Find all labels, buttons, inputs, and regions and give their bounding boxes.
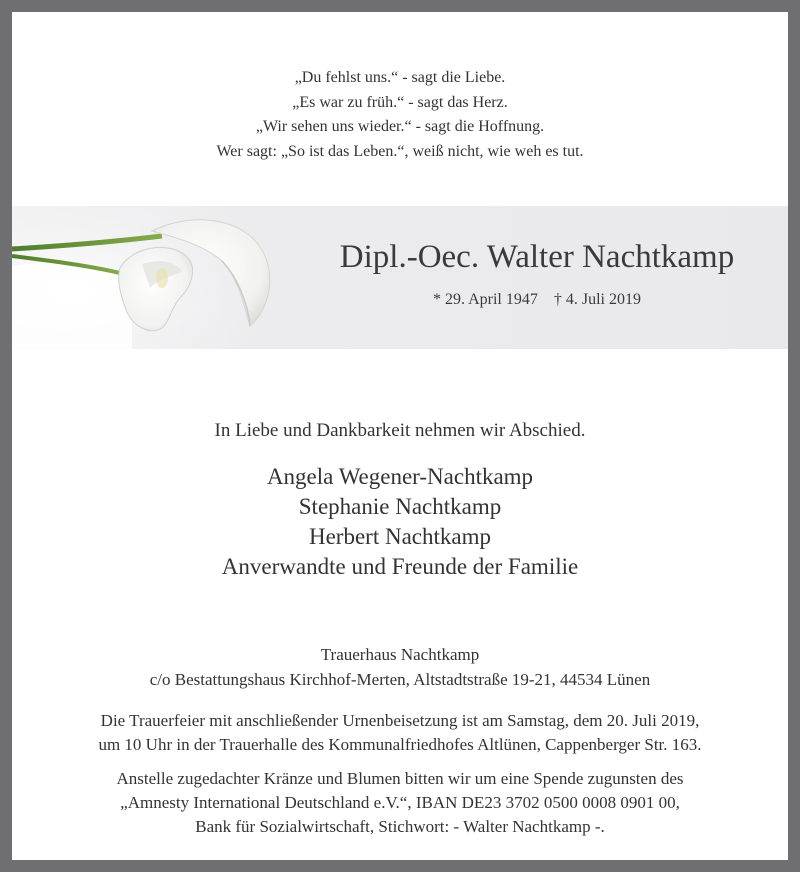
mourner-name: Angela Wegener-Nachtkamp — [266, 464, 534, 489]
calla-lily-image — [12, 206, 302, 349]
poem — [12, 66, 788, 164]
birth-date: * 29. April 1947 — [432, 291, 538, 308]
name-banner — [12, 206, 788, 349]
poem-line: „Du fehlst uns.“ - sagt die Liebe. — [294, 69, 506, 86]
ceremony-info — [12, 709, 788, 757]
deceased-name: Dipl.-Oec. Walter Nachtkamp — [339, 239, 735, 275]
mourner-name: Herbert Nachtkamp — [308, 524, 491, 549]
poem-line: „Es war zu früh.“ - sagt das Herz. — [292, 93, 508, 111]
ceremony-line: Die Trauerfeier mit anschließender Urnenbeisetzung ist am Samstag, dem 20. Juli 2019, — [100, 711, 700, 730]
mourning-address — [12, 642, 788, 692]
poem-line: „Wir sehen uns wieder.“ - sagt die Hoffnung. — [255, 118, 545, 135]
ceremony-line: um 10 Uhr in der Trauerhalle des Kommunalfriedhofes Altlünen, Cappenberger Str. 163. — [98, 735, 702, 754]
mourning-house: Trauerhaus Nachtkamp — [320, 645, 480, 664]
mourner-name: Stephanie Nachtkamp — [298, 494, 502, 519]
death-date: † 4. Juli 2019 — [553, 291, 641, 308]
mourner-name: Anverwandte und Freunde der Familie — [221, 554, 579, 579]
obituary-sheet — [12, 12, 788, 860]
donation-line: Anstelle zugedachter Kränze und Blumen bitten wir um eine Spende zugunsten des — [116, 769, 684, 788]
donation-line: „Amnesty International Deutschland e.V.“, IBAN DE23 3702 0500 0008 0901 00, — [120, 793, 680, 812]
mourners-list — [12, 462, 788, 582]
mourning-street: c/o Bestattungshaus Kirchhof-Merten, Altstadtstraße 19-21, 44534 Lünen — [149, 670, 651, 689]
poem-line: Wer sagt: „So ist das Leben.“, weiß nicht, wie weh es tut. — [216, 142, 584, 160]
donation-info — [12, 767, 788, 839]
life-dates — [282, 291, 788, 309]
farewell-line: In Liebe und Dankbarkeit nehmen wir Abschied. — [214, 420, 586, 441]
donation-line: Bank für Sozialwirtschaft, Stichwort: - Walter Nachtkamp -. — [195, 817, 605, 836]
